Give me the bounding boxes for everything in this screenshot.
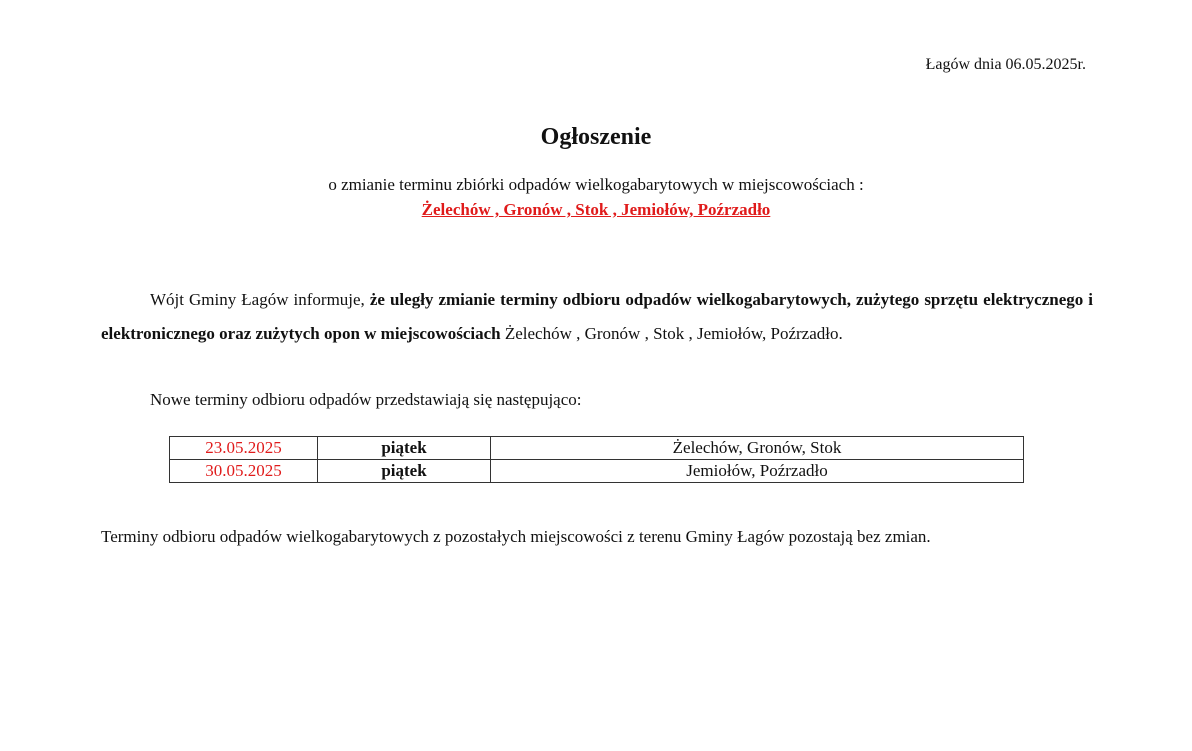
body-intro: Wójt Gminy Łagów informuje, <box>150 290 370 309</box>
table-row <box>170 437 1024 460</box>
body-paragraph <box>101 283 1093 351</box>
localities-list: Żelechów , Gronów , Stok , Jemiołów, Poźrzadło <box>421 200 771 219</box>
new-terms-intro: Nowe terminy odbioru odpadów przedstawiają się następująco: <box>150 390 582 409</box>
schedule-table <box>169 436 1024 483</box>
announcement-subtitle: o zmianie terminu zbiórki odpadów wielkogabarytowych w miejscowościach : <box>328 175 864 194</box>
row-date: 23.05.2025 <box>170 437 318 460</box>
footer-note: Terminy odbioru odpadów wielkogabarytowych z pozostałych miejscowości z terenu Gminy Łagów pozostają bez zmian. <box>101 527 931 546</box>
body-localities: Żelechów , Gronów , Stok , Jemiołów, Poźrzadło. <box>500 324 843 343</box>
announcement-title: Ogłoszenie <box>540 124 652 150</box>
row-date: 30.05.2025 <box>170 460 318 483</box>
table-row <box>170 460 1024 483</box>
date-line: Łagów dnia 06.05.2025r. <box>925 56 1086 73</box>
row-places: Żelechów, Gronów, Stok <box>491 437 1024 460</box>
row-day: piątek <box>318 437 491 460</box>
row-day: piątek <box>318 460 491 483</box>
body-bold-statement: że uległy zmianie terminy odbioru odpadów wielkogabarytowych, zużytego sprzętu elektrycznego i elektronicznego oraz zużytych opon w miejscowościach <box>101 290 1093 343</box>
row-places: Jemiołów, Poźrzadło <box>491 460 1024 483</box>
